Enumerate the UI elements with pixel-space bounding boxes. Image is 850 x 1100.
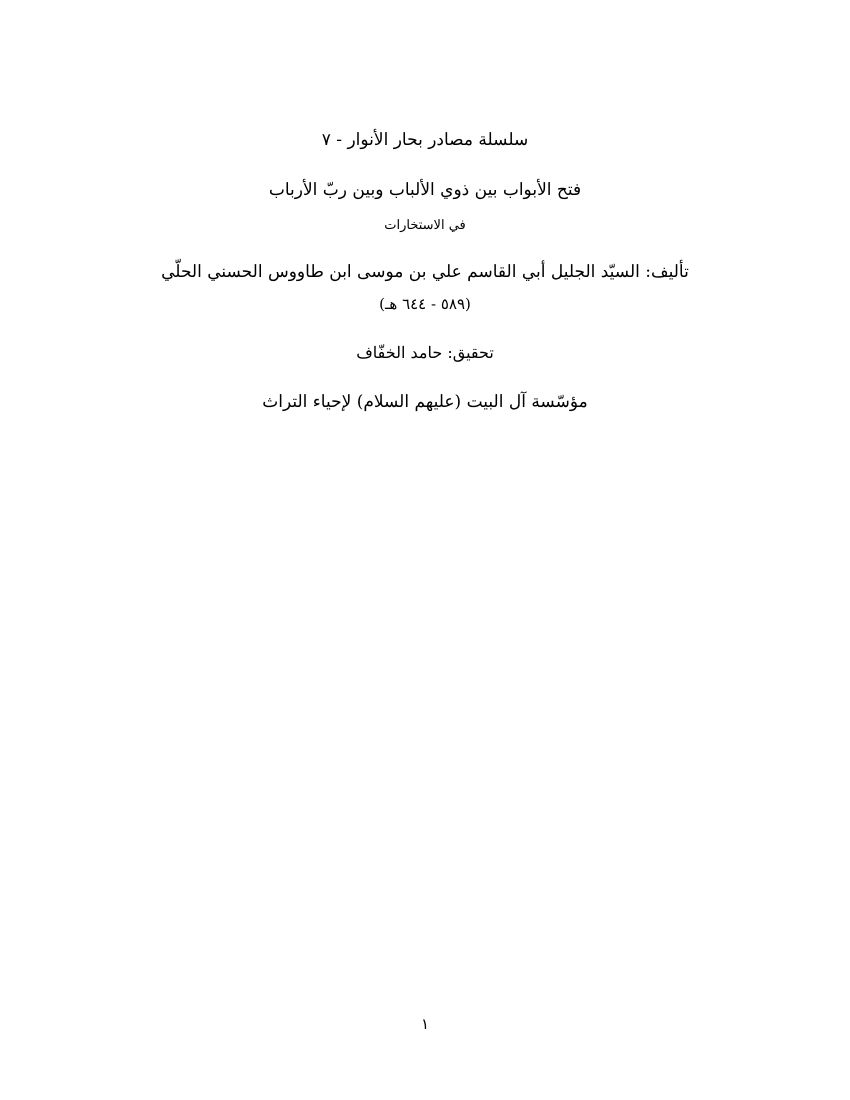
book-subtitle: في الاستخارات [384, 218, 466, 233]
series-title: سلسلة مصادر بحار الأنوار - ٧ [321, 130, 529, 150]
publisher-line: مؤسّسة آل البيت (عليهم السلام) لإحياء التراث [262, 392, 588, 412]
author-line: تأليف: السيّد الجليل أبي القاسم علي بن موسى ابن طاووس الحسني الحلّي [161, 262, 689, 282]
editor-line: تحقيق: حامد الخفّاف [356, 343, 494, 362]
author-dates: (٥٨٩ - ٦٤٤ هـ) [379, 295, 471, 313]
book-title: فتح الأبواب بين ذوي الألباب وبين ربّ الأرباب [268, 180, 582, 200]
page-number: ١ [420, 1015, 430, 1033]
